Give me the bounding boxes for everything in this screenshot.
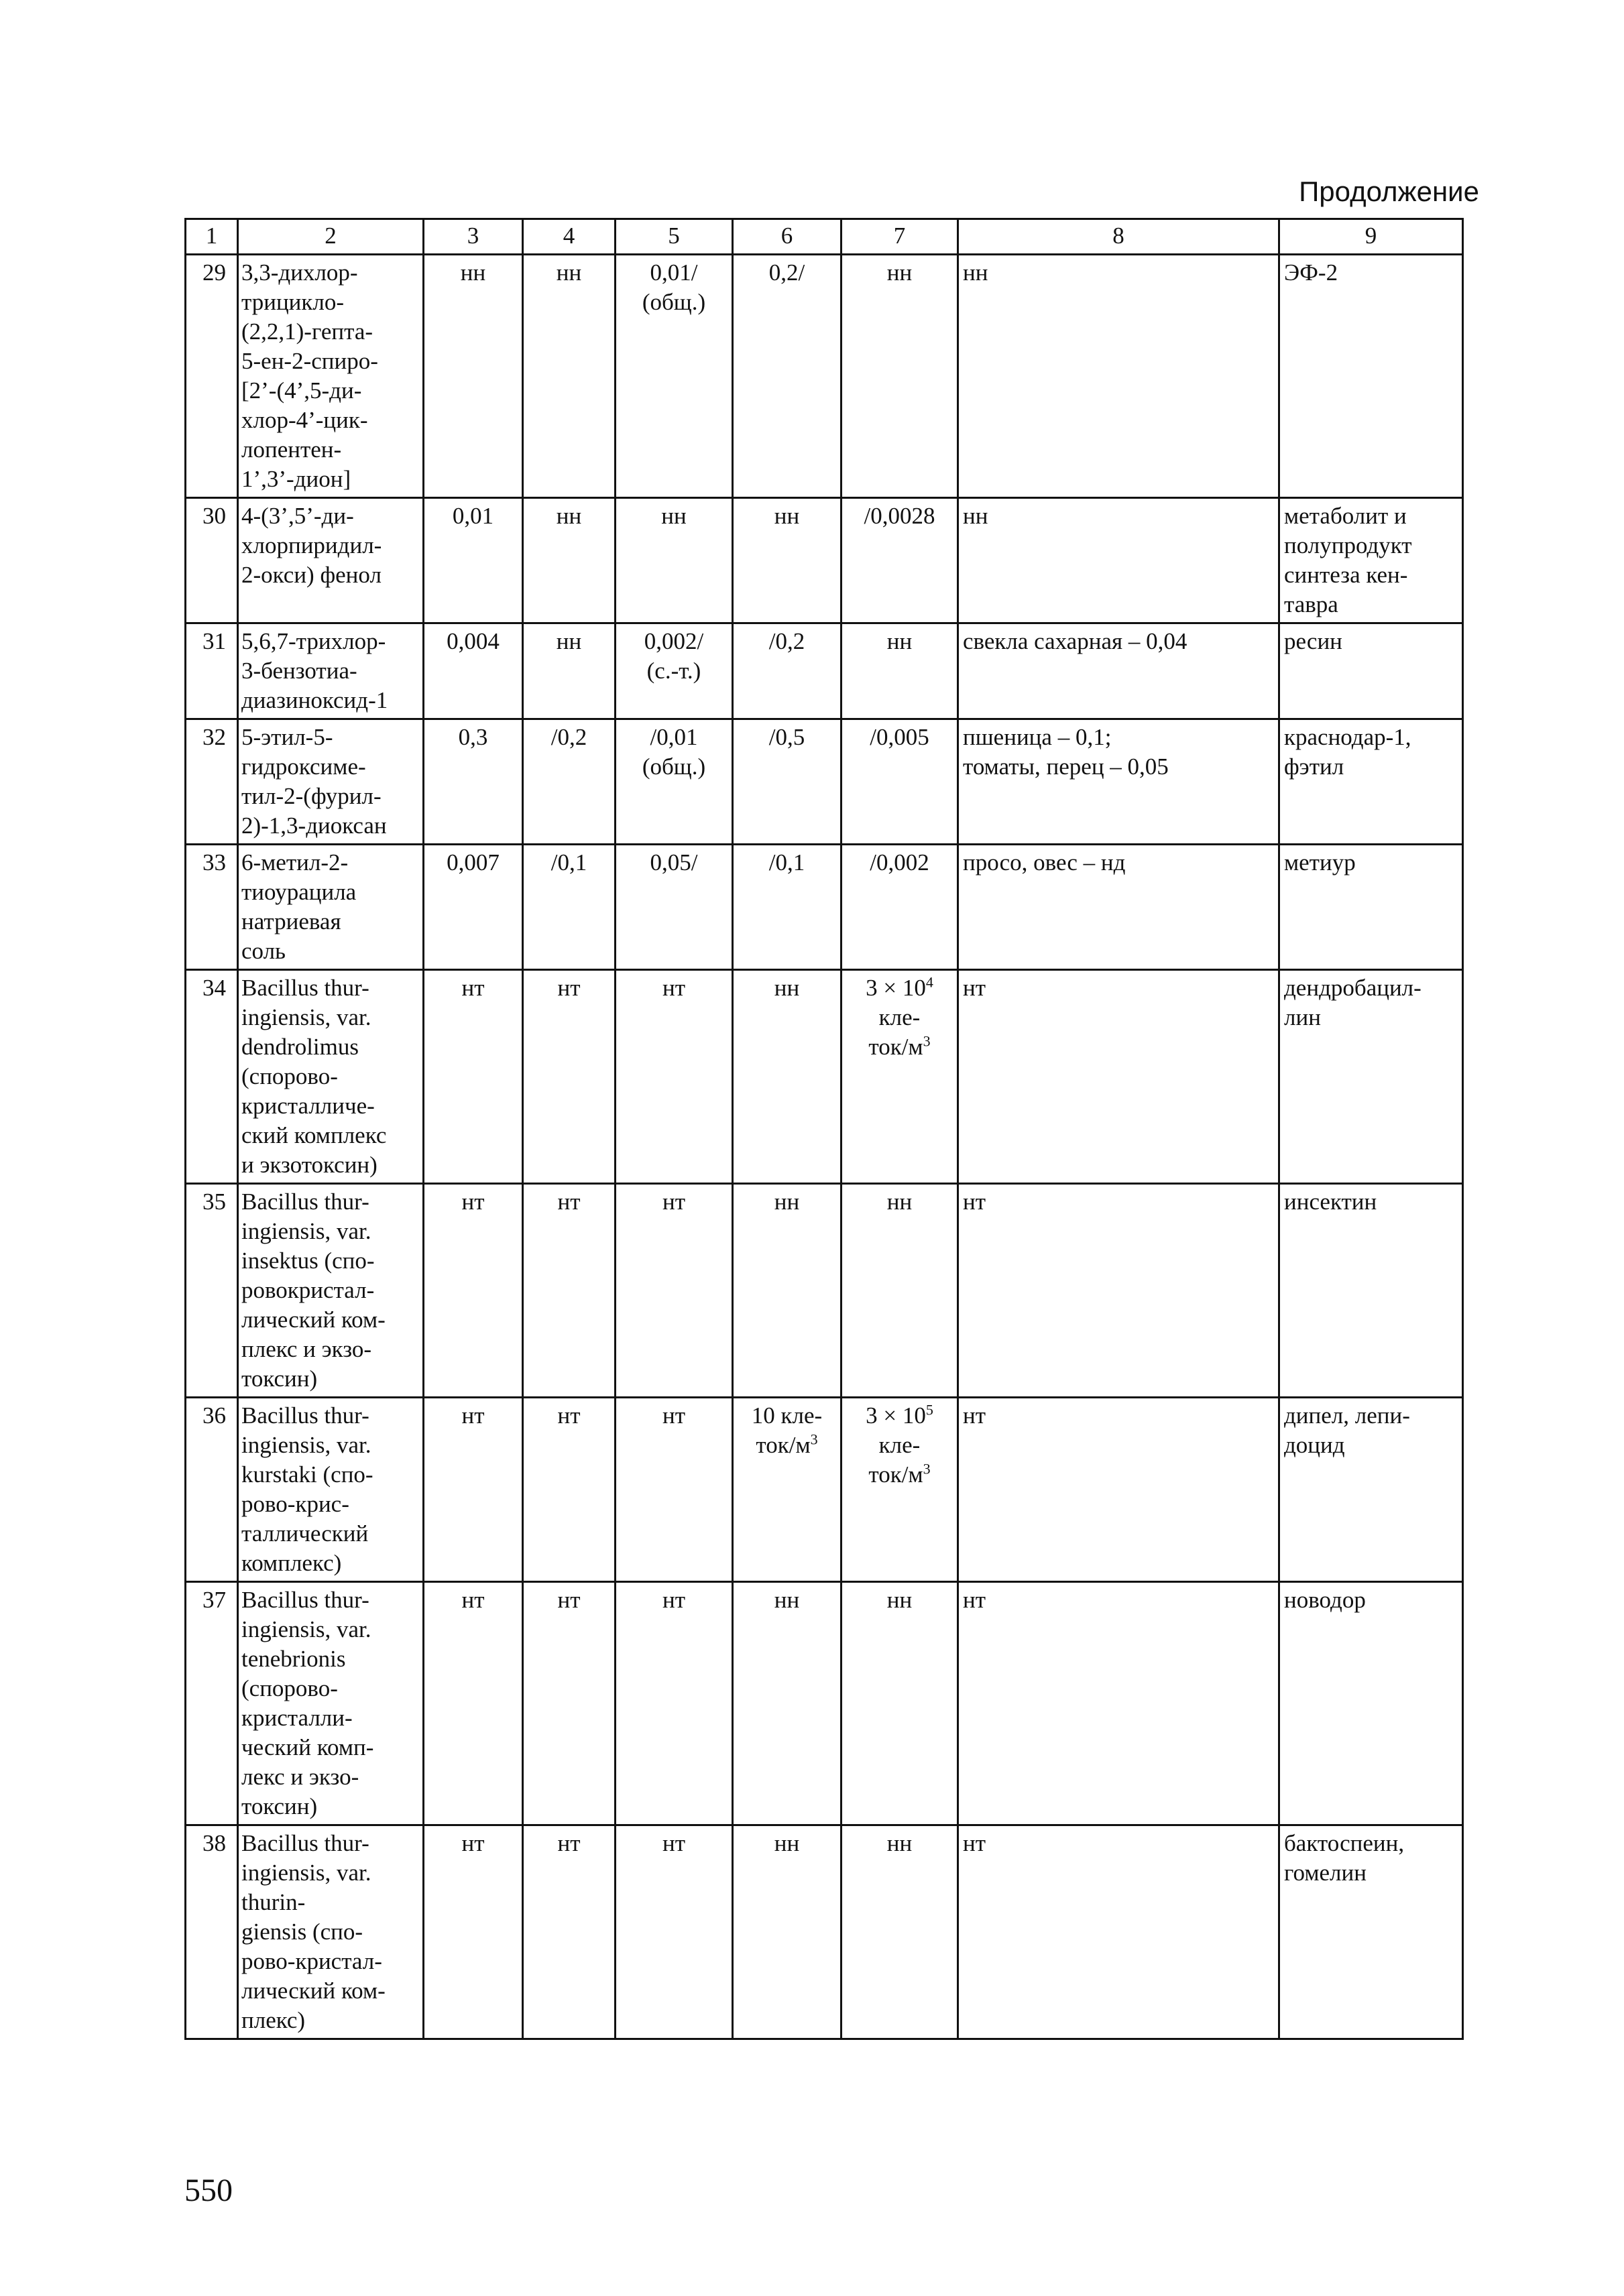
cell-col-8: нт <box>958 1582 1279 1825</box>
compound-name: 6-метил-2- тиоурацила натриевая соль <box>238 845 424 970</box>
cell-col-6: нн <box>733 1184 842 1398</box>
cell-col-3: 0,01 <box>424 498 523 623</box>
cell-col-3: нт <box>424 1582 523 1825</box>
cell-col-6: 10 кле- ток/$м^3$ <box>733 1398 842 1582</box>
table-row <box>186 1398 1463 1582</box>
cell-col-7: /0,0028 <box>842 498 958 623</box>
cell-col-7: нн <box>842 255 958 498</box>
column-header: 7 <box>842 219 958 255</box>
cell-col-9: метаболит и полупродукт синтеза кен- тавра <box>1279 498 1463 623</box>
cell-col-6: /0,5 <box>733 719 842 845</box>
cell-col-6: /0,2 <box>733 623 842 719</box>
cell-col-4: нт <box>523 1825 616 2039</box>
cell-col-6: нн <box>733 498 842 623</box>
row-number: 35 <box>186 1184 238 1398</box>
column-header: 6 <box>733 219 842 255</box>
row-number: 31 <box>186 623 238 719</box>
cell-col-4: нн <box>523 623 616 719</box>
column-header: 3 <box>424 219 523 255</box>
cell-col-7: нн <box>842 1825 958 2039</box>
table-row <box>186 623 1463 719</box>
cell-col-4: нн <box>523 498 616 623</box>
cell-col-7: $3 \times 10^4$ кле- ток/$м^3$ <box>842 970 958 1184</box>
row-number: 37 <box>186 1582 238 1825</box>
row-number: 30 <box>186 498 238 623</box>
cell-col-8: нн <box>958 255 1279 498</box>
cell-col-5: нт <box>616 1398 733 1582</box>
cell-col-3: нт <box>424 970 523 1184</box>
row-number: 34 <box>186 970 238 1184</box>
row-number: 36 <box>186 1398 238 1582</box>
cell-col-5: 0,05/ <box>616 845 733 970</box>
superscript: 4 <box>925 973 933 991</box>
cell-col-5: 0,002/ (с.-т.) <box>616 623 733 719</box>
compound-name: 3,3-дихлор- трицикло- (2,2,1)-гепта- 5-ен-2-спиро- [2’-(4’,5-ди- хлор-4’-цик- лопентен- 1’,3’-дион] <box>238 255 424 498</box>
cell-col-5: нн <box>616 498 733 623</box>
superscript: 3 <box>810 1431 818 1448</box>
continuation-label: Продолжение <box>1299 176 1479 207</box>
cell-col-9: ЭФ-2 <box>1279 255 1463 498</box>
cell-col-5: /0,01 (общ.) <box>616 719 733 845</box>
column-header: 9 <box>1279 219 1463 255</box>
cell-col-7: /0,002 <box>842 845 958 970</box>
superscript: 5 <box>925 1401 933 1418</box>
compound-name: 4-(3’,5’-ди- хлорпиридил- 2-окси) фенол <box>238 498 424 623</box>
table-row <box>186 1582 1463 1825</box>
cell-col-6: 0,2/ <box>733 255 842 498</box>
row-number: 32 <box>186 719 238 845</box>
page-number: 550 <box>184 2173 233 2208</box>
compound-name: Bacillus thur- ingiensis, var. thurin- giensis (спо- рово-кристал- лический ком- плекс) <box>238 1825 424 2039</box>
cell-col-6: нн <box>733 970 842 1184</box>
cell-col-8: нт <box>958 1398 1279 1582</box>
cell-col-9: бактоспеин, гомелин <box>1279 1825 1463 2039</box>
cell-col-9: дендробацил- лин <box>1279 970 1463 1184</box>
table-row <box>186 1184 1463 1398</box>
column-header: 1 <box>186 219 238 255</box>
cell-col-3: нт <box>424 1825 523 2039</box>
pesticide-table <box>184 218 1464 2040</box>
table-row <box>186 970 1463 1184</box>
cell-col-7: $3 \times 10^5$ кле- ток/$м^3$ <box>842 1398 958 1582</box>
cell-col-8: свекла сахарная – 0,04 <box>958 623 1279 719</box>
cell-col-4: /0,2 <box>523 719 616 845</box>
row-number: 33 <box>186 845 238 970</box>
cell-col-8: нн <box>958 498 1279 623</box>
cell-col-5: нт <box>616 1825 733 2039</box>
cell-col-5: 0,01/ (общ.) <box>616 255 733 498</box>
cell-col-8: нт <box>958 1184 1279 1398</box>
cell-col-7: нн <box>842 1184 958 1398</box>
superscript: 3 <box>923 1460 931 1477</box>
column-header: 4 <box>523 219 616 255</box>
cell-col-9: краснодар-1, фэтил <box>1279 719 1463 845</box>
column-header: 8 <box>958 219 1279 255</box>
cell-col-5: нт <box>616 1184 733 1398</box>
cell-col-8: нт <box>958 970 1279 1184</box>
cell-col-6: нн <box>733 1825 842 2039</box>
cell-col-9: ресин <box>1279 623 1463 719</box>
table-row <box>186 498 1463 623</box>
column-header: 2 <box>238 219 424 255</box>
cell-col-9: новодор <box>1279 1582 1463 1825</box>
cell-col-3: 0,004 <box>424 623 523 719</box>
cell-col-7: нн <box>842 1582 958 1825</box>
cell-col-8: просо, овес – нд <box>958 845 1279 970</box>
cell-col-3: нт <box>424 1184 523 1398</box>
cell-col-4: нт <box>523 1398 616 1582</box>
compound-name: Bacillus thur- ingiensis, var. kurstaki (спо- рово-крис- таллический комплекс) <box>238 1398 424 1582</box>
cell-col-4: нт <box>523 1184 616 1398</box>
row-number: 38 <box>186 1825 238 2039</box>
cell-col-5: нт <box>616 1582 733 1825</box>
cell-col-3: 0,3 <box>424 719 523 845</box>
table-row <box>186 719 1463 845</box>
cell-col-6: /0,1 <box>733 845 842 970</box>
cell-col-7: /0,005 <box>842 719 958 845</box>
table-row <box>186 1825 1463 2039</box>
compound-name: Bacillus thur- ingiensis, var. dendrolimus (спорово- кристалличе- ский комплекс и экзотоксин) <box>238 970 424 1184</box>
cell-col-9: инсектин <box>1279 1184 1463 1398</box>
cell-col-5: нт <box>616 970 733 1184</box>
cell-col-8: нт <box>958 1825 1279 2039</box>
cell-col-3: нт <box>424 1398 523 1582</box>
compound-name: 5-этил-5- гидроксиме- тил-2-(фурил- 2)-1,3-диоксан <box>238 719 424 845</box>
cell-col-4: нн <box>523 255 616 498</box>
cell-col-6: нн <box>733 1582 842 1825</box>
table-row <box>186 845 1463 970</box>
cell-col-4: /0,1 <box>523 845 616 970</box>
cell-col-9: дипел, лепи- доцид <box>1279 1398 1463 1582</box>
compound-name: Bacillus thur- ingiensis, var. insektus (спо- ровокристал- лический ком- плекс и экзо- токсин) <box>238 1184 424 1398</box>
cell-col-4: нт <box>523 970 616 1184</box>
cell-col-3: 0,007 <box>424 845 523 970</box>
table-row <box>186 255 1463 498</box>
cell-col-8: пшеница – 0,1; томаты, перец – 0,05 <box>958 719 1279 845</box>
cell-col-7: нн <box>842 623 958 719</box>
row-number: 29 <box>186 255 238 498</box>
cell-col-9: метиур <box>1279 845 1463 970</box>
cell-col-3: нн <box>424 255 523 498</box>
compound-name: 5,6,7-трихлор- 3-бензотиа- диазиноксид-1 <box>238 623 424 719</box>
cell-col-4: нт <box>523 1582 616 1825</box>
superscript: 3 <box>923 1032 931 1050</box>
column-header: 5 <box>616 219 733 255</box>
table-header-row <box>186 219 1463 255</box>
compound-name: Bacillus thur- ingiensis, var. tenebrionis (спорово- кристалли- ческий комп- лекс и экзо- токсин) <box>238 1582 424 1825</box>
